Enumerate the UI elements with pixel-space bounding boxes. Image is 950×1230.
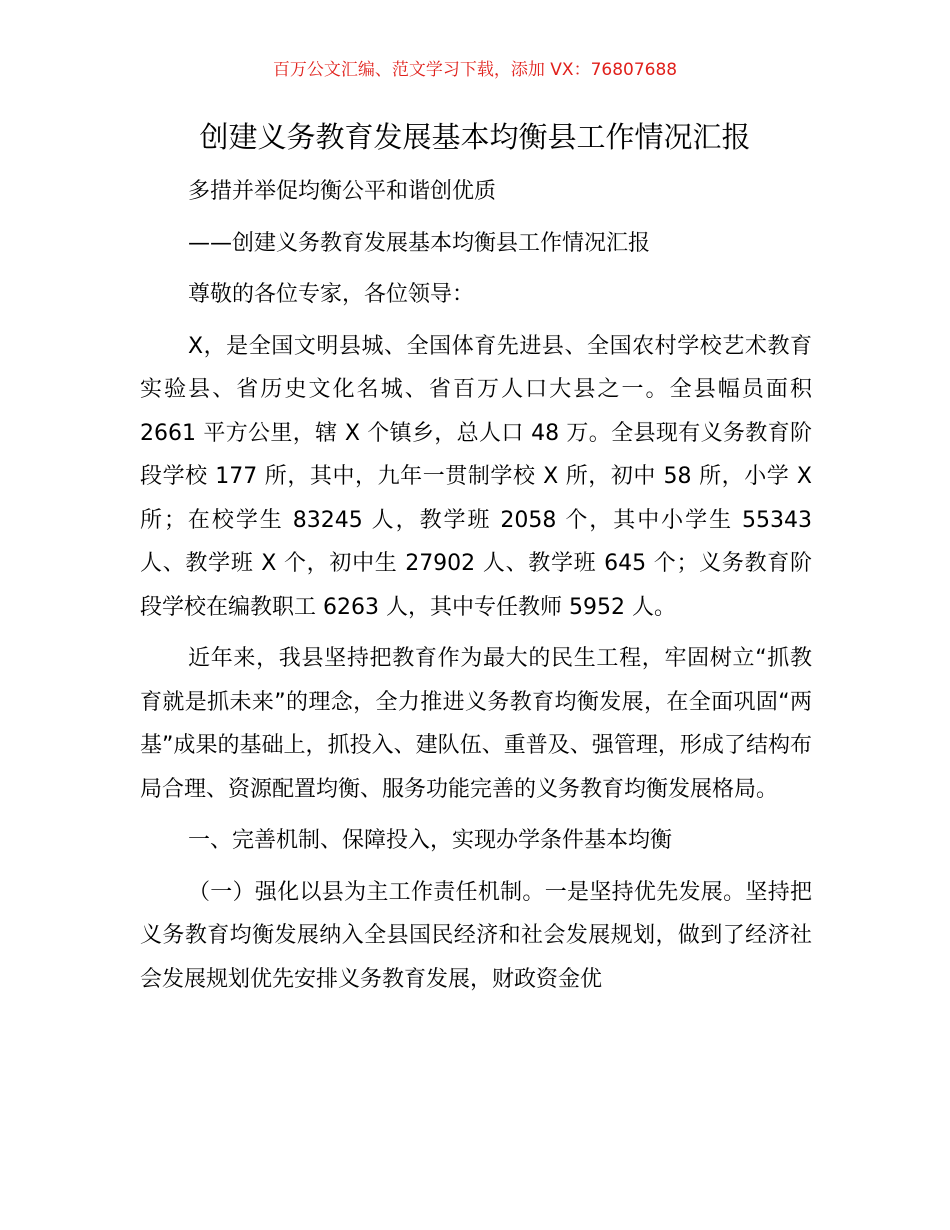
header-watermark-note: 百万公文汇编、范文学习下载，添加 VX：76807688: [272, 60, 678, 80]
paragraph-county-overview: X，是全国文明县城、全国体育先进县、全国农村学校艺术教育实验县、省历史文化名城、省百万人口大县之一。全县幅员面积 2661 平方公里，辖 X 个镇乡，总人口 48 万。全县现有义务教育阶段学校 177 所，其中，九年一贯制学校 X 所，初中 58 所，小学 X 所；在校学生 83245 人，教学班 2058 个，其中小学生 55343 人、教学班 X 个，初中生 27902 人、教学班 645 个；义务教育阶段学校在编教职工 6263 人，其中专任教师 5952 人。: [140, 333, 812, 620]
document-title: 创建义务教育发展基本均衡县工作情况汇报: [199, 120, 751, 154]
paragraph-recent-years: 近年来，我县坚持把教育作为最大的民生工程，牢固树立“抓教育就是抓未来”的理念，全力推进义务教育均衡发展，在全面巩固“两基”成果的基础上，抓投入、建队伍、重普及、强管理，形成了结构布局合理、资源配置均衡、服务功能完善的义务教育均衡发展格局。: [140, 646, 812, 802]
document-subtitle-secondary: ——创建义务教育发展基本均衡县工作情况汇报: [188, 230, 651, 256]
document-subtitle: 多措并举促均衡公平和谐创优质: [188, 179, 497, 204]
section-heading-one: 一、完善机制、保障投入，实现办学条件基本均衡: [188, 828, 673, 853]
document-body: [140, 170, 812, 1001]
paragraph-section-one: （一）强化以县为主工作责任机制。一是坚持优先发展。坚持把义务教育均衡发展纳入全县国民经济和社会发展规划，做到了经济社会发展规划优先安排义务教育发展，财政资金优: [140, 879, 812, 992]
salutation: 尊敬的各位专家，各位领导：: [188, 282, 475, 307]
